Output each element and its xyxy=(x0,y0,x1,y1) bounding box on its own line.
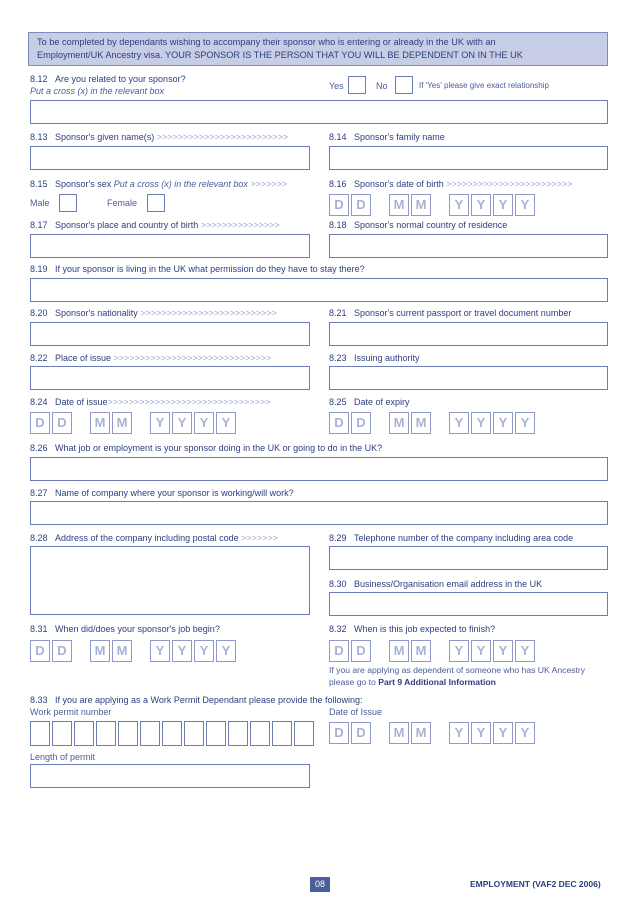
q819-label: 8.19 If your sponsor is living in the UK what permission do they have to stay there? xyxy=(30,264,365,274)
q816-label: 8.16 Sponsor's date of birth >>>>>>>>>>>>>>>>>>>>>>>> xyxy=(329,179,573,189)
female-label: Female xyxy=(107,198,138,208)
sponsor-birthplace-field[interactable] xyxy=(30,234,310,258)
q821-label: 8.21 Sponsor's current passport or travel document number xyxy=(329,308,572,318)
date-of-expiry-date[interactable]: D D M M Y Y Y Y xyxy=(329,412,537,434)
banner-line-1: To be completed by dependants wishing to accompany their sponsor who is entering or already in the UK with an xyxy=(37,37,496,47)
male-checkbox[interactable] xyxy=(59,194,77,212)
ancestry-note-line2: please go to Part 9 Additional Information xyxy=(329,677,496,687)
date-of-issue-date[interactable]: D D M M Y Y Y Y xyxy=(30,412,238,434)
job-finish-date[interactable]: D D M M Y Y Y Y xyxy=(329,640,537,662)
q822-label: 8.22 Place of issue >>>>>>>>>>>>>>>>>>>>>>>>>>>>>> xyxy=(30,353,272,363)
q815-label: 8.15 Sponsor's sex Put a cross (x) in the relevant box >>>>>>> xyxy=(30,179,288,189)
yes-checkbox[interactable] xyxy=(348,76,366,94)
q813-label: 8.13 Sponsor's given name(s) >>>>>>>>>>>>>>>>>>>>>>>>> xyxy=(30,132,289,142)
male-label: Male xyxy=(30,198,50,208)
q833-label: 8.33 If you are applying as a Work Permit Dependant please provide the following: xyxy=(30,695,363,705)
sponsor-family-name-field[interactable] xyxy=(329,146,608,170)
page-number: 08 xyxy=(310,877,330,892)
q825-label: 8.25 Date of expiry xyxy=(329,397,410,407)
company-address-field[interactable] xyxy=(30,546,310,615)
length-of-permit-field[interactable] xyxy=(30,764,310,788)
q831-label: 8.31 When did/does your sponsor's job begin? xyxy=(30,624,220,634)
company-name-field[interactable] xyxy=(30,501,608,525)
work-permit-number-label: Work permit number xyxy=(30,707,112,717)
ancestry-note-line1: If you are applying as dependent of someone who has UK Ancestry xyxy=(329,665,586,675)
issuing-authority-field[interactable] xyxy=(329,366,608,390)
sponsor-residence-field[interactable] xyxy=(329,234,608,258)
q814-label: 8.14 Sponsor's family name xyxy=(329,132,445,142)
wp-date-of-issue-label: Date of Issue xyxy=(329,707,383,717)
q828-label: 8.28 Address of the company including postal code >>>>>>> xyxy=(30,533,278,543)
female-checkbox[interactable] xyxy=(147,194,165,212)
q827-label: 8.27 Name of company where your sponsor is working/will work? xyxy=(30,488,294,498)
q820-label: 8.20 Sponsor's nationality >>>>>>>>>>>>>>>>>>>>>>>>>> xyxy=(30,308,277,318)
sponsor-dob-date[interactable]: D D M M Y Y Y Y xyxy=(329,194,537,216)
section-banner xyxy=(28,32,608,66)
sponsor-passport-field[interactable] xyxy=(329,322,608,346)
work-permit-number-grid[interactable] xyxy=(30,721,314,746)
if-yes-label: If 'Yes' please give exact relationship xyxy=(419,81,549,90)
part9-link[interactable]: Part 9 Additional Information xyxy=(378,677,496,687)
q812-hint: Put a cross (x) in the relevant box xyxy=(30,86,165,96)
banner-line-2: Employment/UK Ancestry visa. YOUR SPONSOR IS THE PERSON THAT YOU WILL BE DEPENDENT ON IN THE UK xyxy=(37,50,523,60)
q818-label: 8.18 Sponsor's normal country of residence xyxy=(329,220,508,230)
place-of-issue-field[interactable] xyxy=(30,366,310,390)
q823-label: 8.23 Issuing authority xyxy=(329,353,420,363)
wp-date-of-issue-date[interactable]: D D M M Y Y Y Y xyxy=(329,722,537,744)
job-begin-date[interactable]: D D M M Y Y Y Y xyxy=(30,640,238,662)
no-checkbox[interactable] xyxy=(395,76,413,94)
q826-label: 8.26 What job or employment is your sponsor doing in the UK or going to do in the UK? xyxy=(30,443,383,453)
q830-label: 8.30 Business/Organisation email address in the UK xyxy=(329,579,543,589)
q832-label: 8.32 When is this job expected to finish? xyxy=(329,624,496,634)
sponsor-given-name-field[interactable] xyxy=(30,146,310,170)
no-label: No xyxy=(376,81,388,91)
company-telephone-field[interactable] xyxy=(329,546,608,570)
q812-label: 8.12 Are you related to your sponsor? xyxy=(30,74,186,84)
company-email-field[interactable] xyxy=(329,592,608,616)
sponsor-permission-field[interactable] xyxy=(30,278,608,302)
yes-label: Yes xyxy=(329,81,344,91)
q829-label: 8.29 Telephone number of the company including area code xyxy=(329,533,574,543)
relationship-field[interactable] xyxy=(30,100,608,124)
q824-label: 8.24 Date of issue>>>>>>>>>>>>>>>>>>>>>>>>>>>>>>> xyxy=(30,397,271,407)
sponsor-job-field[interactable] xyxy=(30,457,608,481)
footer-title: EMPLOYMENT (VAF2 DEC 2006) xyxy=(470,879,601,889)
length-of-permit-label: Length of permit xyxy=(30,752,96,762)
q817-label: 8.17 Sponsor's place and country of birth >>>>>>>>>>>>>>> xyxy=(30,220,280,230)
sponsor-nationality-field[interactable] xyxy=(30,322,310,346)
